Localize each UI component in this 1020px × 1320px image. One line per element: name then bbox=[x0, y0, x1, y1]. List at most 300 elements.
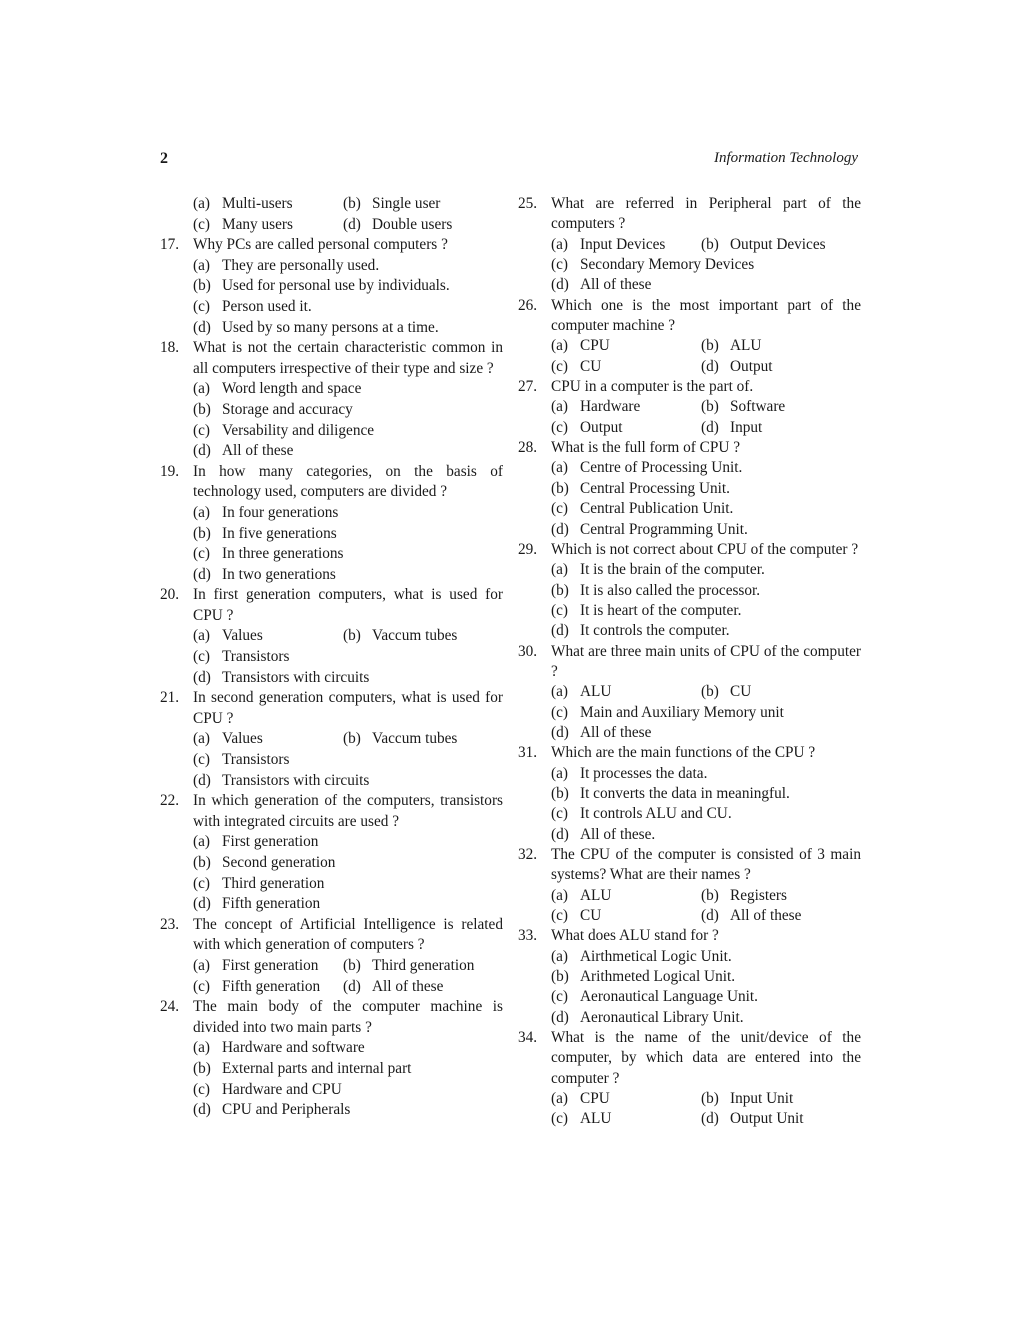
answer-option bbox=[551, 947, 732, 967]
option-text: Third generation bbox=[222, 874, 325, 892]
option-row bbox=[193, 441, 503, 462]
option-text: Secondary Memory Devices bbox=[580, 256, 755, 274]
option-label: (d) bbox=[193, 895, 211, 913]
option-label: (a) bbox=[193, 627, 210, 645]
option-row bbox=[193, 194, 503, 215]
answer-option bbox=[193, 544, 343, 565]
option-label: (c) bbox=[193, 421, 210, 439]
option-text: Output bbox=[730, 357, 773, 375]
option-label: (d) bbox=[193, 668, 211, 686]
option-label: (d) bbox=[551, 622, 569, 640]
answer-option bbox=[551, 987, 758, 1007]
option-label: (b) bbox=[343, 195, 361, 212]
option-text: In five generations bbox=[222, 524, 337, 542]
option-row bbox=[551, 601, 861, 621]
option-row bbox=[193, 297, 503, 318]
option-row bbox=[193, 1100, 503, 1121]
option-label: (c) bbox=[551, 357, 568, 375]
option-label: (c) bbox=[551, 1110, 568, 1128]
option-label: (b) bbox=[701, 1090, 719, 1108]
question-item bbox=[516, 194, 861, 296]
answer-option bbox=[551, 499, 733, 519]
option-text: CU bbox=[580, 357, 602, 375]
question-text: What is the name of the unit/device of the computer, by which data are entered into the computer ? bbox=[551, 1029, 861, 1087]
option-row bbox=[193, 853, 503, 874]
option-row bbox=[551, 397, 861, 417]
question-text: The CPU of the computer is consisted of 3 main systems? What are their names ? bbox=[551, 846, 861, 884]
answer-option bbox=[193, 626, 343, 647]
option-text: Registers bbox=[730, 886, 787, 904]
option-label: (b) bbox=[551, 784, 569, 802]
answer-option bbox=[551, 560, 765, 580]
option-label: (d) bbox=[551, 520, 569, 538]
option-row bbox=[551, 723, 861, 743]
option-label: (c) bbox=[193, 215, 210, 233]
option-text: CU bbox=[730, 683, 752, 701]
question-item bbox=[516, 438, 861, 540]
answer-option bbox=[193, 853, 335, 874]
question-item bbox=[516, 642, 861, 744]
option-row bbox=[193, 215, 503, 236]
option-row bbox=[551, 235, 861, 255]
option-row bbox=[551, 357, 861, 377]
option-label: (a) bbox=[551, 337, 568, 355]
option-label: (a) bbox=[551, 1090, 568, 1108]
answer-option bbox=[551, 336, 701, 356]
option-label: (a) bbox=[551, 398, 568, 416]
option-text: Transistors with circuits bbox=[222, 668, 370, 686]
option-text: All of these bbox=[580, 276, 652, 294]
option-label: (b) bbox=[701, 683, 719, 701]
option-text: They are personally used. bbox=[222, 256, 380, 274]
option-row bbox=[193, 421, 503, 442]
option-row bbox=[551, 520, 861, 540]
option-text: Many users bbox=[222, 215, 293, 233]
question-text: Which are the main functions of the CPU ? bbox=[551, 744, 816, 762]
option-row bbox=[193, 400, 503, 421]
answer-option bbox=[551, 397, 701, 417]
question-item bbox=[158, 585, 503, 688]
option-label: (b) bbox=[193, 400, 211, 418]
answer-option bbox=[193, 379, 361, 400]
option-label: (d) bbox=[551, 1008, 569, 1026]
question-item bbox=[158, 997, 503, 1121]
option-label: (c) bbox=[193, 977, 210, 995]
option-row bbox=[551, 825, 861, 845]
answer-option bbox=[193, 668, 369, 689]
option-row bbox=[551, 275, 861, 295]
option-row bbox=[193, 729, 503, 750]
option-row bbox=[193, 1080, 503, 1101]
option-row bbox=[193, 647, 503, 668]
answer-option bbox=[701, 1089, 851, 1109]
option-text: First generation bbox=[222, 956, 319, 974]
answer-option bbox=[701, 682, 851, 702]
answer-option bbox=[193, 832, 318, 853]
answer-option bbox=[343, 215, 493, 236]
option-text: All of these bbox=[580, 723, 652, 741]
answer-option bbox=[193, 318, 439, 339]
option-label: (b) bbox=[193, 524, 211, 542]
answer-option bbox=[193, 894, 320, 915]
option-text: Software bbox=[730, 398, 786, 416]
option-row bbox=[551, 906, 861, 926]
question-text: CPU in a computer is the part of. bbox=[551, 378, 754, 396]
question-text: Why PCs are called personal computers ? bbox=[193, 236, 448, 254]
option-label: (b) bbox=[701, 235, 719, 253]
question-number: 29. bbox=[518, 540, 538, 558]
option-row bbox=[193, 832, 503, 853]
option-row bbox=[551, 499, 861, 519]
option-label: (d) bbox=[701, 357, 719, 375]
answer-option bbox=[193, 565, 336, 586]
option-row bbox=[551, 479, 861, 499]
option-row bbox=[193, 977, 503, 998]
answer-option bbox=[551, 1109, 701, 1129]
option-row bbox=[551, 804, 861, 824]
question-text: What does ALU stand for ? bbox=[551, 927, 719, 945]
option-text: Aeronautical Library Unit. bbox=[580, 1008, 744, 1026]
answer-option bbox=[551, 723, 651, 743]
question-number: 30. bbox=[518, 642, 538, 660]
option-label: (d) bbox=[551, 723, 569, 741]
option-label: (b) bbox=[193, 854, 211, 871]
option-row bbox=[193, 318, 503, 339]
option-text: It is also called the processor. bbox=[580, 581, 761, 599]
question-text: In how many categories, on the basis of technology used, computers are divided ? bbox=[193, 462, 503, 501]
option-text: Third generation bbox=[372, 956, 475, 974]
answer-option bbox=[193, 1100, 350, 1121]
option-row bbox=[193, 256, 503, 277]
option-label: (b) bbox=[343, 956, 361, 974]
option-label: (d) bbox=[701, 418, 719, 436]
right-column bbox=[516, 194, 861, 1130]
option-text: Values bbox=[222, 730, 263, 748]
question-text: In first generation computers, what is used for CPU ? bbox=[193, 586, 503, 624]
question-number: 22. bbox=[160, 792, 180, 810]
question-item bbox=[516, 743, 861, 845]
answer-option bbox=[551, 255, 754, 275]
option-row bbox=[551, 1008, 861, 1028]
option-row bbox=[551, 967, 861, 987]
option-text: First generation bbox=[222, 833, 319, 851]
answer-option bbox=[701, 336, 851, 356]
answer-option bbox=[193, 215, 343, 236]
option-label: (c) bbox=[193, 1080, 210, 1098]
question-item bbox=[158, 915, 503, 997]
option-label: (c) bbox=[193, 545, 210, 563]
option-row bbox=[193, 668, 503, 689]
option-text: CPU bbox=[580, 1090, 610, 1108]
option-row bbox=[551, 560, 861, 580]
answer-option bbox=[701, 357, 851, 377]
option-text: Centre of Processing Unit. bbox=[580, 459, 743, 477]
option-row bbox=[193, 750, 503, 771]
option-text: External parts and internal part bbox=[222, 1059, 412, 1077]
option-row bbox=[551, 886, 861, 906]
answer-option bbox=[343, 626, 493, 647]
option-text: In three generations bbox=[222, 545, 344, 563]
option-text: Fifth generation bbox=[222, 895, 321, 913]
answer-option bbox=[551, 520, 748, 540]
option-text: Output Unit bbox=[730, 1110, 804, 1128]
question-number: 31. bbox=[518, 744, 538, 762]
answer-option bbox=[193, 647, 289, 668]
answer-option bbox=[193, 503, 338, 524]
option-label: (b) bbox=[343, 730, 361, 748]
option-label: (d) bbox=[193, 565, 211, 583]
option-text: Multi-users bbox=[222, 195, 293, 212]
question-text: The concept of Artificial Intelligence is related with which generation of computers ? bbox=[193, 915, 503, 954]
answer-option bbox=[551, 825, 655, 845]
answer-option bbox=[551, 357, 701, 377]
answer-option bbox=[193, 1080, 342, 1101]
option-label: (d) bbox=[193, 442, 211, 460]
answer-option bbox=[193, 256, 379, 277]
answer-option bbox=[193, 1038, 365, 1059]
question-number: 28. bbox=[518, 439, 538, 457]
option-label: (a) bbox=[193, 730, 210, 748]
answer-option bbox=[701, 1109, 851, 1129]
answer-option bbox=[551, 418, 701, 438]
option-text: Versability and diligence bbox=[222, 421, 375, 439]
option-label: (a) bbox=[193, 833, 210, 851]
option-text: Fifth generation bbox=[222, 977, 321, 995]
option-text: ALU bbox=[580, 683, 612, 701]
answer-option bbox=[701, 886, 851, 906]
option-text: Hardware bbox=[580, 398, 641, 416]
option-text: Double users bbox=[372, 215, 453, 233]
option-label: (c) bbox=[193, 648, 210, 666]
option-text: ALU bbox=[730, 337, 762, 355]
question-number: 17. bbox=[160, 236, 180, 254]
option-text: Hardware and CPU bbox=[222, 1080, 342, 1098]
answer-option bbox=[551, 703, 784, 723]
question-text: The main body of the computer machine is divided into two main parts ? bbox=[193, 998, 503, 1036]
option-text: Central Programming Unit. bbox=[580, 520, 748, 538]
option-label: (d) bbox=[193, 318, 211, 336]
option-text: It controls the computer. bbox=[580, 622, 730, 640]
option-row bbox=[551, 1109, 861, 1129]
option-text: It processes the data. bbox=[580, 764, 708, 782]
option-label: (c) bbox=[551, 703, 568, 721]
option-label: (a) bbox=[193, 256, 210, 274]
option-text: All of these bbox=[730, 907, 802, 925]
option-label: (d) bbox=[551, 825, 569, 843]
option-label: (d) bbox=[551, 276, 569, 294]
question-number: 20. bbox=[160, 586, 180, 604]
option-label: (c) bbox=[193, 297, 210, 315]
option-label: (b) bbox=[701, 886, 719, 904]
option-label: (b) bbox=[701, 337, 719, 355]
option-row bbox=[193, 379, 503, 400]
answer-option bbox=[193, 524, 337, 545]
option-label: (a) bbox=[551, 459, 568, 477]
answer-option bbox=[193, 977, 343, 998]
option-text: All of these. bbox=[580, 825, 656, 843]
option-label: (a) bbox=[551, 235, 568, 253]
option-label: (d) bbox=[701, 1110, 719, 1128]
option-text: Arithmeted Logical Unit. bbox=[580, 968, 736, 986]
option-label: (b) bbox=[551, 581, 569, 599]
option-label: (c) bbox=[551, 907, 568, 925]
answer-option bbox=[701, 235, 851, 255]
option-row bbox=[551, 987, 861, 1007]
question-number: 18. bbox=[160, 339, 180, 357]
option-text: CPU and Peripherals bbox=[222, 1101, 351, 1119]
option-label: (b) bbox=[193, 277, 211, 295]
answer-option bbox=[193, 874, 324, 895]
option-row bbox=[193, 565, 503, 586]
answer-option bbox=[551, 479, 730, 499]
option-row bbox=[551, 621, 861, 641]
option-text: Input Unit bbox=[730, 1090, 794, 1108]
question-item bbox=[158, 235, 503, 338]
answer-option bbox=[551, 906, 701, 926]
answer-option bbox=[701, 397, 851, 417]
continued-options bbox=[158, 194, 503, 235]
option-label: (a) bbox=[193, 195, 210, 212]
option-label: (b) bbox=[551, 968, 569, 986]
option-text: Output bbox=[580, 418, 623, 436]
option-text: In four generations bbox=[222, 503, 339, 521]
option-label: (b) bbox=[193, 1059, 211, 1077]
option-row bbox=[193, 894, 503, 915]
question-item bbox=[158, 462, 503, 586]
option-label: (a) bbox=[551, 947, 568, 965]
option-text: Storage and accuracy bbox=[222, 400, 353, 418]
option-text: Hardware and software bbox=[222, 1039, 365, 1057]
option-text: All of these bbox=[222, 442, 294, 460]
option-label: (c) bbox=[551, 500, 568, 518]
question-text: What are three main units of CPU of the computer ? bbox=[551, 642, 861, 680]
option-text: It is heart of the computer. bbox=[580, 601, 742, 619]
answer-option bbox=[551, 784, 790, 804]
option-label: (a) bbox=[193, 380, 210, 398]
option-text: Input Devices bbox=[580, 235, 666, 253]
question-text: Which is not correct about CPU of the computer ? bbox=[551, 540, 859, 558]
option-row bbox=[193, 626, 503, 647]
option-text: Airthmetical Logic Unit. bbox=[580, 947, 732, 965]
question-item bbox=[516, 296, 861, 377]
option-label: (b) bbox=[701, 398, 719, 416]
option-row bbox=[193, 956, 503, 977]
answer-option bbox=[701, 906, 851, 926]
answer-option bbox=[551, 1008, 744, 1028]
option-text: Input bbox=[730, 418, 763, 436]
option-row bbox=[551, 418, 861, 438]
question-item bbox=[158, 791, 503, 915]
running-header-title: Information Technology bbox=[713, 150, 858, 166]
option-row bbox=[551, 784, 861, 804]
option-row bbox=[193, 771, 503, 792]
answer-option bbox=[193, 956, 343, 977]
question-item bbox=[516, 377, 861, 438]
option-label: (a) bbox=[193, 1039, 210, 1057]
option-text: ALU bbox=[580, 1110, 612, 1128]
option-text: CPU bbox=[580, 337, 610, 355]
option-text: Vaccum tubes bbox=[372, 627, 458, 645]
question-item bbox=[516, 926, 861, 1028]
answer-option bbox=[551, 764, 707, 784]
option-text: Used for personal use by individuals. bbox=[222, 277, 450, 295]
question-item bbox=[516, 1028, 861, 1130]
question-number: 19. bbox=[160, 462, 180, 480]
option-row bbox=[551, 336, 861, 356]
question-number: 24. bbox=[160, 998, 180, 1016]
option-row bbox=[193, 276, 503, 297]
option-row bbox=[193, 1059, 503, 1080]
answer-option bbox=[343, 956, 493, 977]
option-text: In two generations bbox=[222, 565, 336, 583]
answer-option bbox=[551, 581, 760, 601]
option-text: Used by so many persons at a time. bbox=[222, 318, 439, 336]
answer-option bbox=[193, 400, 353, 421]
option-text: Aeronautical Language Unit. bbox=[580, 988, 758, 1006]
question-number: 23. bbox=[160, 915, 180, 933]
option-text: Output Devices bbox=[730, 235, 826, 253]
option-text: Word length and space bbox=[222, 380, 362, 398]
option-text: Vaccum tubes bbox=[372, 730, 458, 748]
option-text: All of these bbox=[372, 977, 444, 995]
option-label: (c) bbox=[551, 418, 568, 436]
question-text: Which one is the most important part of the computer machine ? bbox=[551, 296, 861, 335]
option-label: (b) bbox=[343, 627, 361, 645]
option-label: (c) bbox=[193, 874, 210, 892]
answer-option bbox=[551, 967, 735, 987]
option-label: (a) bbox=[551, 764, 568, 782]
option-text: Person used it. bbox=[222, 297, 312, 315]
option-row bbox=[551, 581, 861, 601]
answer-option bbox=[193, 771, 369, 792]
option-row bbox=[551, 764, 861, 784]
option-label: (d) bbox=[343, 977, 361, 995]
question-number: 34. bbox=[518, 1029, 538, 1047]
answer-option bbox=[193, 421, 374, 442]
option-row bbox=[193, 874, 503, 895]
answer-option bbox=[551, 458, 742, 478]
answer-option bbox=[343, 194, 493, 215]
answer-option bbox=[193, 194, 343, 215]
answer-option bbox=[551, 682, 701, 702]
option-label: (d) bbox=[193, 771, 211, 789]
option-label: (a) bbox=[551, 683, 568, 701]
question-text: In which generation of the computers, transistors with integrated circuits are used ? bbox=[193, 792, 503, 830]
left-column bbox=[158, 194, 503, 1121]
option-row bbox=[193, 524, 503, 545]
option-text: ALU bbox=[580, 886, 612, 904]
option-row bbox=[551, 458, 861, 478]
option-label: (c) bbox=[551, 256, 568, 274]
question-number: 25. bbox=[518, 195, 538, 212]
page-number: 2 bbox=[160, 150, 168, 167]
option-text: Central Publication Unit. bbox=[580, 500, 734, 518]
option-label: (b) bbox=[551, 479, 569, 497]
option-text: It controls ALU and CU. bbox=[580, 805, 732, 823]
answer-option bbox=[193, 750, 289, 771]
option-row bbox=[551, 1089, 861, 1109]
answer-option bbox=[551, 1089, 701, 1109]
answer-option bbox=[193, 441, 293, 462]
option-text: Transistors bbox=[222, 648, 290, 666]
option-label: (c) bbox=[551, 805, 568, 823]
answer-option bbox=[551, 886, 701, 906]
question-number: 26. bbox=[518, 296, 538, 314]
option-row bbox=[551, 703, 861, 723]
option-text: It is the brain of the computer. bbox=[580, 561, 765, 579]
option-text: Single user bbox=[372, 195, 441, 212]
option-label: (c) bbox=[193, 751, 210, 769]
